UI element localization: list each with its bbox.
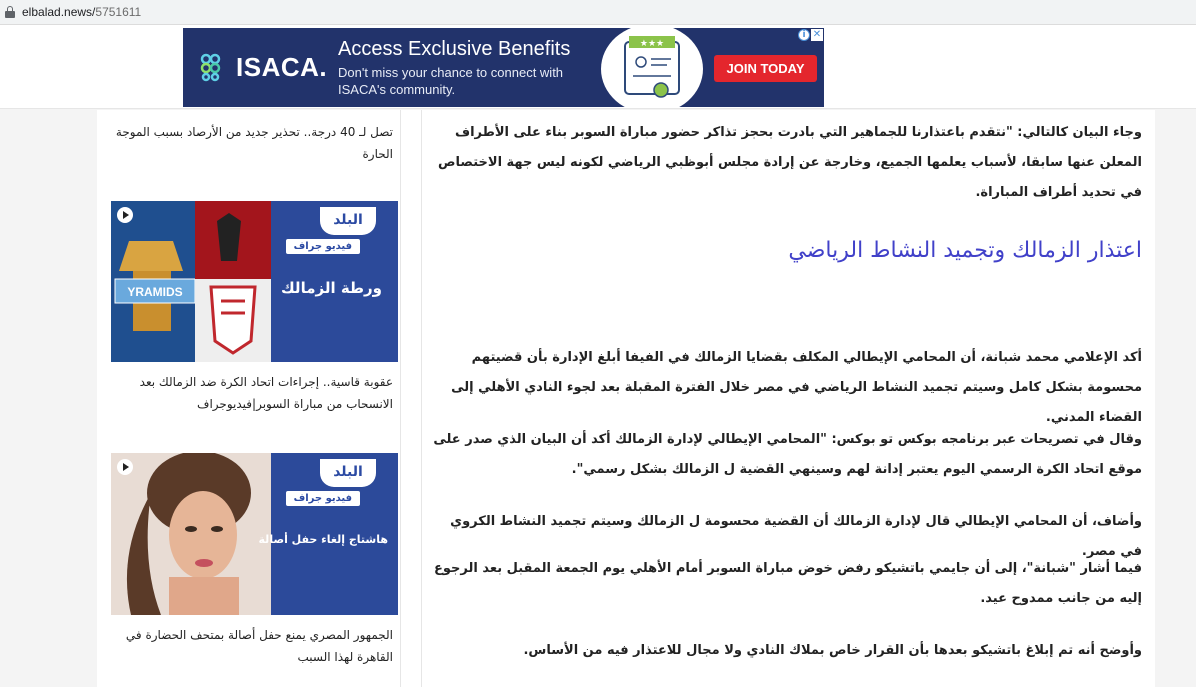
ad-certificate-graphic [601,28,703,107]
sidebar-thumb-zamalek[interactable] [111,201,398,362]
ad-title: Access Exclusive Benefits [338,38,571,60]
url-host: elbalad.news/ [22,5,96,19]
elbalad-badge: البلد [320,207,376,235]
article-paragraph-1: وجاء البيان كالتالي: "نتقدم باعتذارنا للجماهير التي بادرت بحجز تذاكر حضور مباراة السوبر بناء على الأطراف المعلن عنها سابقا، لأسباب يعلمها الجميع، وخارجة عن إرادة مجلس أبوظبي الرياضي لكونه ليس جهة الاختصاص في تحديد أطراف المباراة. [438,125,1142,200]
sidebar-thumb-assala[interactable] [111,453,398,615]
article-paragraph-2: أكد الإعلامي محمد شبانة، أن المحامي الإيطالي المكلف بقضايا الزمالك في الفيفا أبلغ الإدارة بأن قضيتهم محسومة بشكل كامل وسيتم تجميد النشاط الرياضي في مصر خلال الفترة المقبلة بعد لجوء النادي الأهلي إلى القضاء المدني. [451,350,1142,425]
lock-icon [5,6,15,18]
address-bar[interactable] [0,0,1196,25]
join-today-button[interactable]: JOIN TODAY [714,55,817,82]
sidebar-divider [400,110,401,687]
article-paragraph-5: فيما أشار "شبانة"، إلى أن جايمي باتشيكو رفض خوض مباراة السوبر أمام الأهلي يوم الجمعة المقبل بعد الرجوع إليه من جانب ممدوح عيد. [434,561,1142,606]
article-subheading: اعتذار الزمالك وتجميد النشاط الرياضي [788,238,1142,263]
article-divider [421,110,422,687]
video-graph-tag: فيديو جراف [286,239,360,254]
article-paragraph-6: وأوضح أنه تم إبلاغ باتشيكو بعدها بأن القرار خاص بملاك النادي ولا مجال للاعتذار فيه من الأساس. [523,643,1142,658]
play-icon[interactable] [117,459,133,475]
ad-banner[interactable] [183,28,824,107]
svg-text:YRAMIDS: YRAMIDS [127,285,183,299]
ad-close-icon[interactable]: ✕ [812,29,822,40]
ad-info-icon[interactable]: i [798,29,810,41]
sidebar-item-zamalek[interactable]: عقوبة قاسية.. إجراءات اتحاد الكرة ضد الزمالك بعد الانسحاب من مباراة السوبر|فيديوجراف [139,375,393,411]
article-paragraph-3: وقال في تصريحات عبر برنامجه بوكس تو بوكس: "المحامي الإيطالي لإدارة الزمالك أكد أن البيان الذي صدر على موقع اتحاد الكرة الرسمي اليوم يعتبر إدانة لهم وسينهي القضية ل الزمالك بشكل رسمي". [433,432,1142,477]
svg-text:★★★: ★★★ [639,39,665,49]
elbalad-badge: البلد [320,459,376,487]
thumb-title-zamalek: ورطة الزمالك [280,279,382,297]
article-paragraph-4: وأضاف، أن المحامي الإيطالي قال لإدارة الزمالك أن القضية محسومة ل الزمالك وسيتم تجميد النشاط الكروي في مصر. [450,514,1142,559]
isaca-logo-icon [199,52,229,82]
ad-brand: ISACA. [236,52,328,82]
ad-subtitle: Don't miss your chance to connect with ISACA's community. [338,65,564,97]
certificate-icon [601,28,703,107]
url-path: 5751611 [95,5,142,19]
video-graph-tag: فيديو جراف [286,491,360,506]
url-text[interactable] [22,5,141,19]
sidebar-item-assala[interactable]: الجمهور المصري يمنع حفل أصالة بمتحف الحضارة في القاهرة لهذا السبب [125,628,393,664]
sidebar-item-heatwave[interactable]: تصل لـ 40 درجة.. تحذير جديد من الأرصاد بسبب الموجة الحارة [115,125,393,161]
play-icon[interactable] [117,207,133,223]
thumb-title-assala: هاشتاج إلغاء حفل أصالة [258,533,388,546]
